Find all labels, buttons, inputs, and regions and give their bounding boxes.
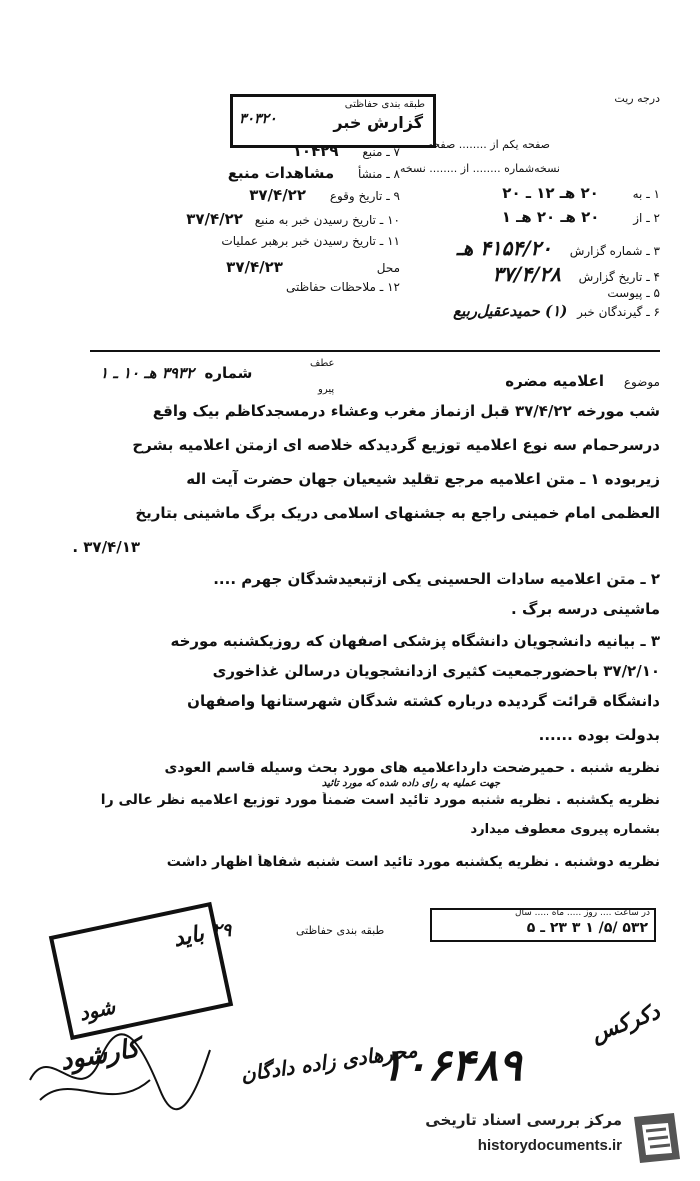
field-row: ۱۰ ـ تاریخ رسیدن خبر به منبع ۳۷/۴/۲۲	[186, 210, 400, 228]
date-stamp	[430, 908, 656, 942]
body-line: شب مورخه ۳۷/۴/۲۲ قبل ازنماز مغرب وعشاء درمسجدکاظم بیک واقع	[152, 402, 660, 420]
opinion-interline: جهت عملیه به رای داده شده که مورد تائید	[321, 778, 500, 789]
date-stamp-value: ۵۳۲ /۵/ ۱ ۳ ۲۳ ـ ۵	[526, 920, 648, 936]
body-line: درسرحمام سه نوع اعلامیه توزیع گردیدکه خلاصه ای ازمتن اعلامیه بشرح	[132, 436, 660, 454]
field-row: ۵ ـ پیوست	[607, 286, 660, 300]
opinion-line: نظریه یکشنبه . نظریه شنبه مورد تائید است ضمناً مورد توزیع اعلامیه نظر عالی را	[100, 792, 660, 808]
body-line: بدولت بوده ......	[538, 726, 660, 744]
report-title: گزارش خبر	[333, 113, 423, 132]
archive-logo	[416, 1107, 686, 1167]
footer-classification-label: طبقه بندی حفاظتی	[296, 924, 385, 937]
body-line: ۳۷/۲/۱۰ باحضورجمعیت کثیری ازدانشجویان درسالن غذاخوری	[212, 662, 660, 680]
subject-label: موضوع	[623, 375, 660, 389]
body-line: دانشگاه قرائت گردیده درباره کشته شدگان شهرستانها واصفهان	[187, 692, 660, 710]
field-row: ۱۲ ـ ملاحظات حفاظتی	[286, 280, 400, 294]
body-line: العظمی امام خمینی راجع به جشنهای اسلامی دریک برگ ماشینی بتاریخ	[135, 504, 660, 522]
opinion-line: نظریه دوشنبه . نظریه یکشنبه مورد تائید است شنبه شفاهاً اظهار داشت	[166, 854, 660, 870]
logo-url: historydocuments.ir	[477, 1137, 622, 1154]
field-row: ۸ ـ منشأ مشاهدات منبع	[227, 164, 400, 182]
classification-label: طبقه بندی حفاظتی	[344, 99, 425, 110]
ref-label-top: عطف	[310, 358, 335, 369]
logo-name: مرکز بررسی اسناد تاریخی	[425, 1111, 622, 1129]
number-label: شماره	[204, 364, 253, 382]
signature-right: دکرکس	[587, 998, 664, 1048]
body-line: زیربوده ۱ ـ متن اعلامیه مرجع تقلید شیعیان جهان حضرت آیت اله	[186, 470, 660, 488]
body-line: ۳۷/۴/۱۳ .	[72, 538, 140, 556]
classification-stamp	[230, 94, 436, 148]
body-line: ۲ ـ متن اعلامیه سادات الحسینی یکی ازتبعیدشدگان جهرم ....	[213, 570, 660, 588]
field-row: ۲ ـ از ۲۰ هـ ۲۰ هـ ۱	[501, 208, 660, 226]
body-line: ۳ ـ بیانیه دانشجویان دانشگاه پزشکی اصفهان که روزیکشنبه مورخه	[170, 632, 660, 650]
opinion-line: نظریه شنبه . حمیرضحت دارداعلامیه های مورد بحث وسیله قاسم العودی	[164, 760, 660, 776]
field-row: ۳ ـ شماره گزارش ۴۱۵۴/۲۰ هـ	[456, 236, 660, 260]
field-row: ۶ ـ گیرندگان خبر (۱) حمیدعقیل‌ربیع	[453, 302, 660, 320]
subject-row	[505, 372, 660, 390]
divider	[90, 350, 660, 352]
copy-label: نسخه‌شماره ........ از ........ نسخه	[399, 162, 560, 175]
signature-left: کارشود	[58, 1033, 142, 1077]
field-row: ۱ ـ به ۲۰ هـ ۱۲ ـ ۲۰	[502, 184, 660, 202]
signature-scribble-icon	[20, 1020, 220, 1120]
ink-stamp-text-bottom: شود	[77, 994, 118, 1026]
date-stamp-label: در ساعت .... روز ..... ماه ..... سال	[514, 908, 650, 918]
archive-emblem-icon	[628, 1109, 686, 1165]
field-row: ۷ ـ منبع ۱۰۴۲۹	[292, 142, 400, 160]
ink-stamp-number: ۲۹	[212, 920, 232, 941]
ink-stamp-text-top: باید	[170, 920, 207, 953]
handwritten-note: محرهادی زاده دادگان	[239, 1037, 419, 1087]
field-row: ۹ ـ تاریخ وقوع ۳۷/۴/۲۲	[249, 186, 400, 204]
subject-value: اعلامیه مضره	[505, 372, 604, 390]
number-value: ۳۹۳۲ هـ ۱۰ ـ ۱	[100, 364, 195, 382]
page-label: صفحه یکم از ........ صفحه	[427, 138, 550, 151]
body-line: ماشینی درسه برگ .	[511, 600, 660, 618]
handwritten-box-code: ٣٠٣٢٠	[239, 111, 277, 127]
opinion-line: بشماره پیروی معطوف میدارد	[470, 822, 660, 837]
ref-label-bottom: پیرو	[318, 384, 335, 395]
field-row: محل ۳۷/۴/۲۳	[226, 258, 400, 276]
field-row: ۴ ـ تاریخ گزارش ۳۷/۴/۲۸	[492, 262, 660, 286]
archive-number: ۱۰۶۴۸۹	[380, 1040, 522, 1091]
ref-number	[100, 364, 252, 382]
field-row: ۱۱ ـ تاریخ رسیدن خبر برهبر عملیات	[221, 234, 400, 248]
degree-label: درجه ریت	[614, 92, 660, 105]
